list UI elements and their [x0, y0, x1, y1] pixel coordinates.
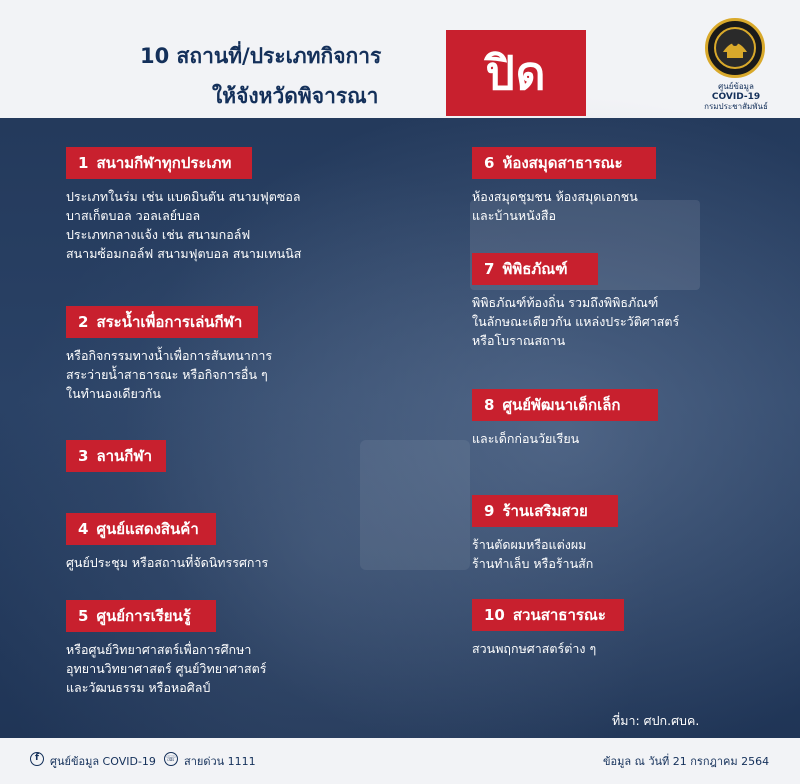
item-title: ลานกีฬา — [96, 447, 153, 465]
item-description — [472, 535, 618, 573]
item-number: 10 — [484, 606, 505, 624]
item-swimming-pools — [66, 306, 272, 403]
hotline-text: สายด่วน 1111 — [184, 755, 256, 768]
desc-line: และวัฒนธรรม หรือหอศิลป์ — [66, 680, 211, 695]
facebook-page-link[interactable]: ศูนย์ข้อมูล COVID-19 — [50, 755, 156, 768]
item-number: 1 — [78, 154, 89, 172]
desc-line: ร้านทำเล็บ หรือร้านสัก — [472, 556, 594, 571]
item-description — [472, 639, 624, 658]
logo-caption-1: ศูนย์ข้อมูล — [718, 82, 754, 91]
item-childcare-centers — [472, 389, 658, 448]
item-title: ห้องสมุดสาธารณะ — [502, 154, 623, 172]
item-number: 4 — [78, 520, 89, 538]
logo-caption-2: COVID-19 — [711, 92, 761, 102]
desc-line: ร้านตัดผมหรือแต่งผม — [472, 537, 587, 552]
desc-line: สนามซ้อมกอล์ฟ สนามฟุตบอล สนามเทนนิส — [66, 246, 302, 261]
desc-line: สระว่ายน้ำสาธารณะ หรือกิจการอื่น ๆ — [66, 367, 268, 382]
item-title: ศูนย์การเรียนรู้ — [96, 607, 191, 625]
desc-line: หรือศูนย์วิทยาศาสตร์เพื่อการศึกษา — [66, 642, 252, 657]
item-tag — [472, 389, 658, 421]
item-number: 8 — [484, 396, 495, 414]
desc-line: พิพิธภัณฑ์ท้องถิ่น รวมถึงพิพิธภัณฑ์ — [472, 295, 659, 310]
desc-line: สวนพฤกษศาสตร์ต่าง ๆ — [472, 641, 597, 656]
item-number: 6 — [484, 154, 495, 172]
title-line-2: ให้จังหวัดพิจารณา — [212, 84, 379, 108]
data-date: ข้อมูล ณ วันที่ 21 กรกฎาคม 2564 — [603, 755, 770, 768]
item-public-libraries — [472, 147, 656, 225]
desc-line: หรือกิจกรรมทางน้ำเพื่อการสันทนาการ — [66, 348, 273, 363]
item-museums — [472, 253, 679, 350]
item-beauty-salons — [472, 495, 618, 573]
desc-line: ในทำนองเดียวกัน — [66, 386, 161, 401]
footer — [0, 738, 800, 784]
item-description — [472, 187, 656, 225]
logo-caption — [690, 82, 782, 112]
desc-line: และเด็กก่อนวัยเรียน — [472, 431, 580, 446]
item-title: สนามกีฬาทุกประเภท — [96, 154, 232, 172]
item-sports-fields — [66, 147, 301, 263]
item-tag — [472, 599, 624, 631]
item-tag — [472, 495, 618, 527]
item-description — [66, 346, 272, 403]
item-title: ศูนย์พัฒนาเด็กเล็ก — [502, 396, 621, 414]
item-number: 2 — [78, 313, 89, 331]
item-description — [66, 187, 301, 263]
desc-line: ประเภทกลางแจ้ง เช่น สนามกอล์ฟ — [66, 227, 251, 242]
item-title: ร้านเสริมสวย — [502, 502, 588, 520]
item-number: 7 — [484, 260, 495, 278]
desc-line: หรือโบราณสถาน — [472, 333, 566, 348]
desc-line: บาสเก็ตบอล วอลเลย์บอล — [66, 208, 201, 223]
item-number: 3 — [78, 447, 89, 465]
desc-line: ศูนย์ประชุม หรือสถานที่จัดนิทรรศการ — [66, 555, 269, 570]
title-line-1: 10 สถานที่/ประเภทกิจการ — [140, 44, 382, 68]
phone-icon: ☏ — [164, 752, 178, 766]
item-learning-centers — [66, 600, 266, 697]
desc-line: และบ้านหนังสือ — [472, 208, 556, 223]
item-tag — [472, 253, 598, 285]
header — [0, 0, 800, 118]
item-tag — [66, 147, 252, 179]
desc-line: ห้องสมุดชุมชน ห้องสมุดเอกชน — [472, 189, 638, 204]
desc-line: อุทยานวิทยาศาสตร์ ศูนย์วิทยาศาสตร์ — [66, 661, 267, 676]
background-bag — [360, 440, 470, 570]
item-public-parks — [472, 599, 624, 658]
item-exhibition-centers — [66, 513, 268, 572]
facebook-icon[interactable]: f — [30, 752, 44, 766]
desc-line: ในลักษณะเดียวกัน แหล่งประวัติศาสตร์ — [472, 314, 680, 329]
item-title: สระน้ำเพื่อการเล่นกีฬา — [96, 313, 243, 331]
item-number: 9 — [484, 502, 495, 520]
seal-icon — [713, 26, 757, 70]
item-tag — [66, 306, 258, 338]
logo-caption-3: กรมประชาสัมพันธ์ — [704, 102, 768, 111]
desc-line: ประเภทในร่ม เช่น แบดมินตัน สนามฟุตซอล — [66, 189, 301, 204]
item-sports-grounds — [66, 440, 166, 472]
government-seal-logo — [705, 18, 765, 78]
item-title: สวนสาธารณะ — [512, 606, 606, 624]
item-title: พิพิธภัณฑ์ — [502, 260, 568, 278]
item-description — [472, 429, 658, 448]
item-tag — [66, 440, 166, 472]
item-number: 5 — [78, 607, 89, 625]
item-title: ศูนย์แสดงสินค้า — [96, 520, 199, 538]
item-description — [472, 293, 679, 350]
item-tag — [66, 513, 216, 545]
item-tag — [472, 147, 656, 179]
close-highlight: ปิด — [446, 30, 586, 116]
item-tag — [66, 600, 216, 632]
item-description — [66, 640, 266, 697]
item-description — [66, 553, 268, 572]
source-note: ที่มา: ศปก.ศบค. — [612, 713, 700, 728]
